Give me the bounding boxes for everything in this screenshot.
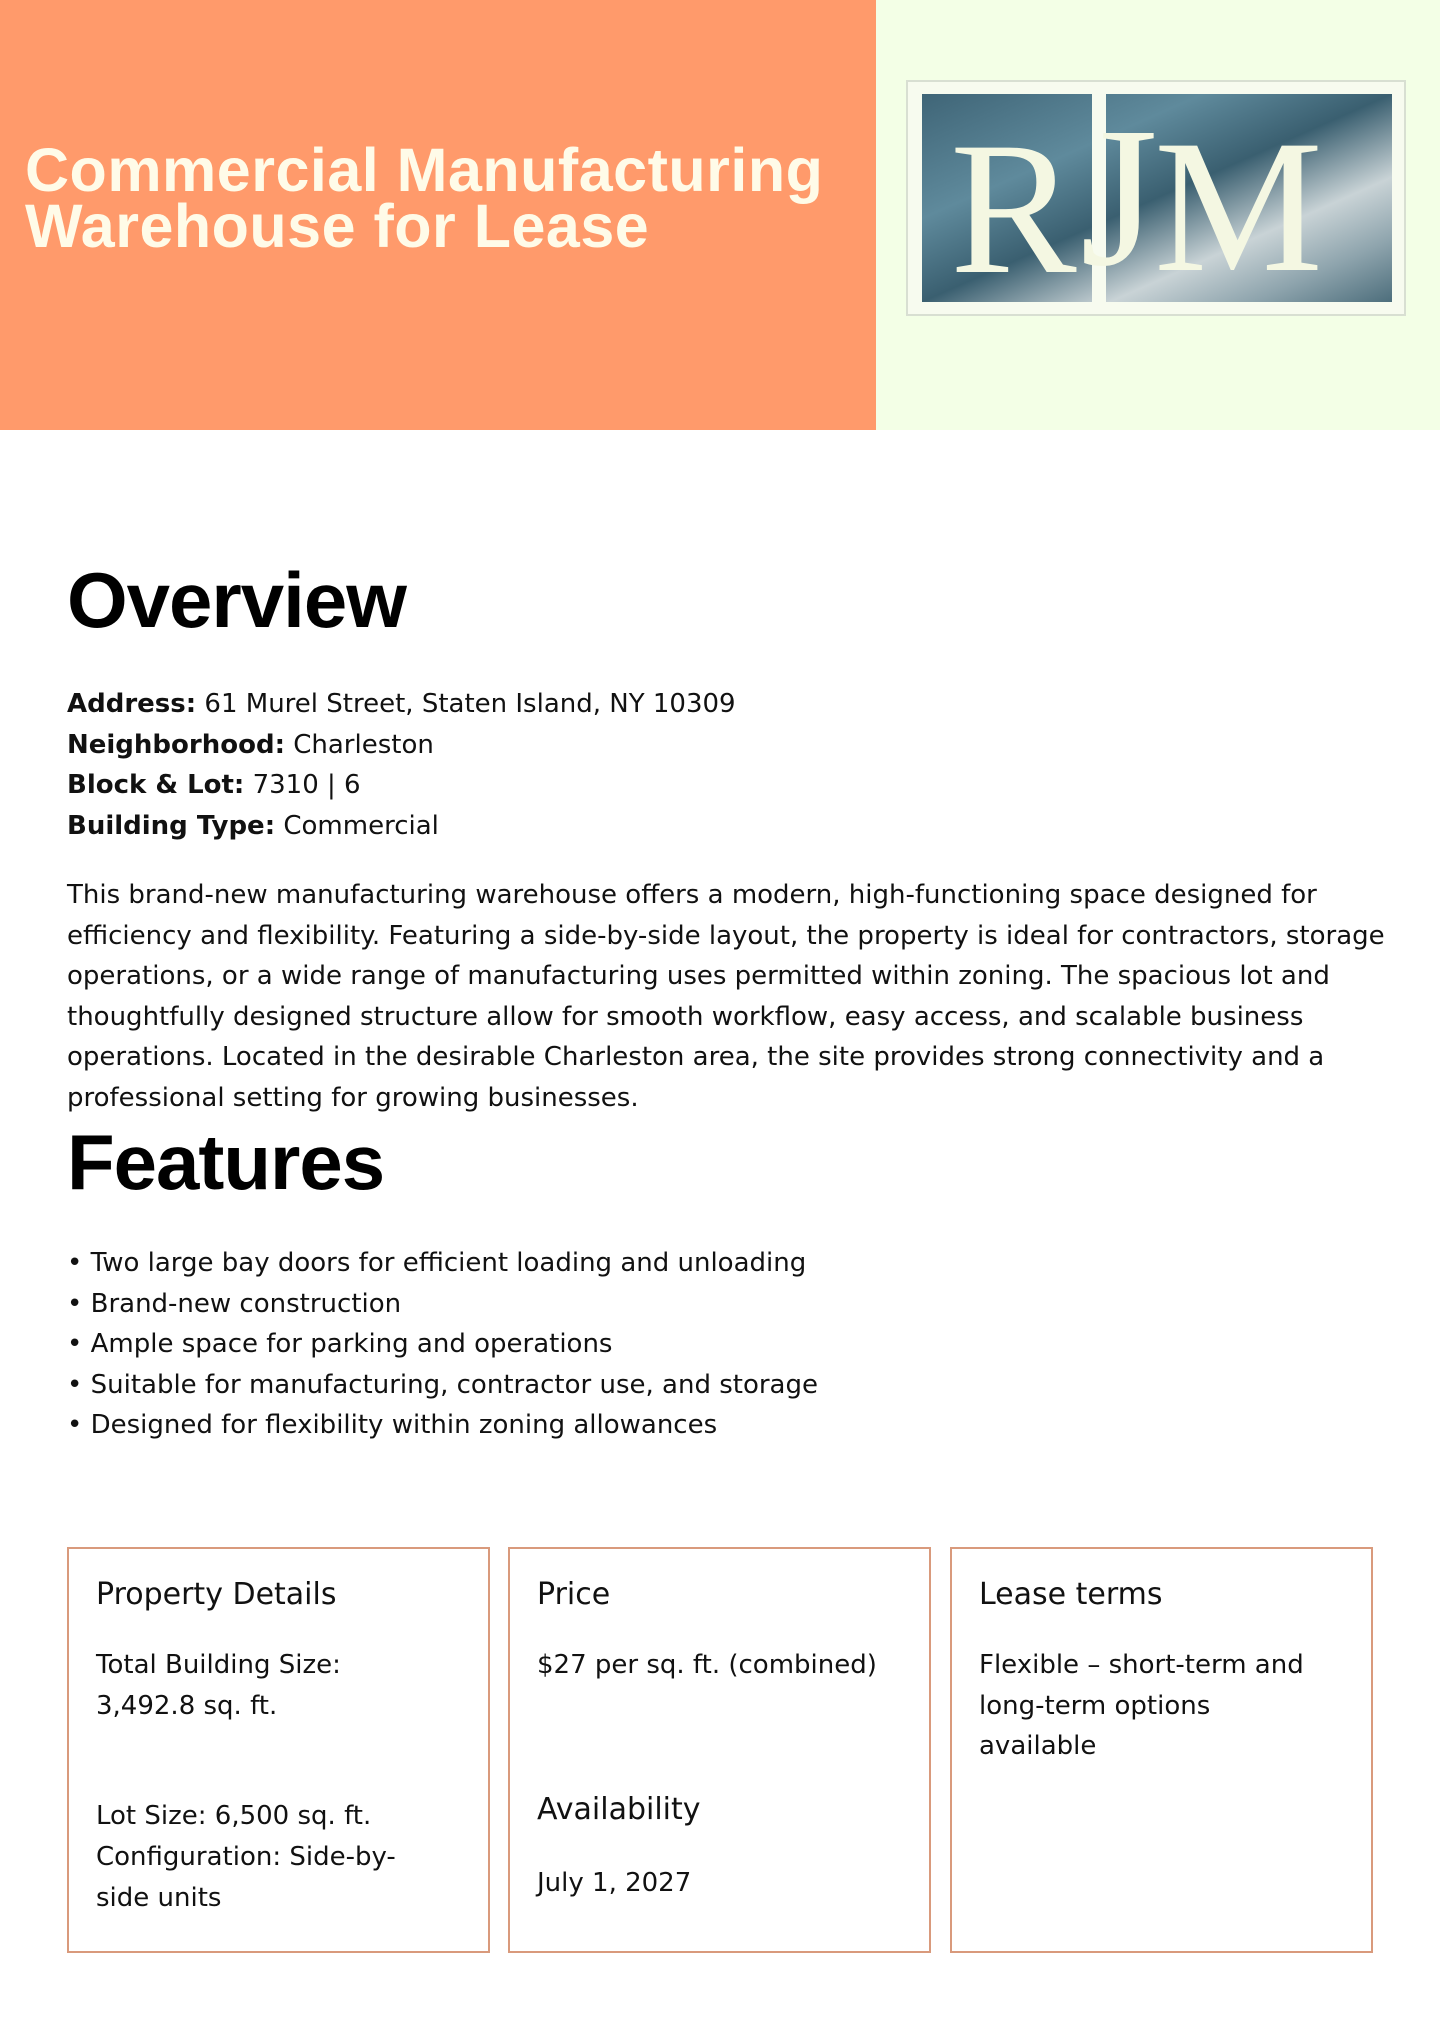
block-lot-value: 7310 | 6 [244,770,361,800]
lease-terms-heading: Lease terms [979,1577,1163,1612]
block-lot-label: Block & Lot: [67,770,245,800]
feature-item: • Brand-new construction [67,1284,818,1325]
property-details-card [67,1547,490,1953]
neighborhood-label: Neighborhood: [67,729,285,760]
features-heading: Features [67,1118,385,1206]
property-details-heading: Property Details [96,1577,337,1612]
lease-terms-value: Flexible – short-term and long-term options available [979,1650,1304,1761]
overview-heading: Overview [67,556,406,644]
neighborhood-row [67,725,736,766]
building-type-row [67,806,736,847]
rjm-logo-icon [922,94,1392,302]
availability-value: July 1, 2027 [537,1868,692,1898]
feature-item: • Ample space for parking and operations [67,1324,818,1365]
feature-item: • Two large bay doors for efficient loading and unloading [67,1243,818,1284]
property-info [67,684,736,846]
address-row [67,684,736,725]
address-value: 61 Murel Street, Staten Island, NY 10309 [196,689,736,719]
lot-size-text: Lot Size: 6,500 sq. ft. [96,1801,372,1831]
company-logo [906,80,1406,316]
configuration-text: Configuration: Side-by-side units [96,1842,396,1913]
price-card [508,1547,931,1953]
logo-letter-j: J [1080,94,1158,302]
lease-terms-card [950,1547,1373,1953]
page-title-line-2: Warehouse for Lease [25,192,650,260]
features-list [67,1243,818,1446]
logo-letter-r: R [950,104,1077,302]
price-value: $27 per sq. ft. (combined) [537,1650,877,1680]
block-lot-row [67,765,736,806]
address-label: Address: [67,689,197,719]
logo-panel [876,0,1440,430]
building-type-value: Commercial [275,810,439,841]
price-heading: Price [537,1577,611,1612]
logo-letter-m: M [1154,102,1323,302]
availability-heading: Availability [537,1792,701,1827]
building-size-text: Total Building Size: 3,492.8 sq. ft. [96,1650,341,1721]
neighborhood-value: Charleston [284,729,434,760]
page-title-line-1: Commercial Manufacturing [25,136,824,204]
building-type-label: Building Type: [67,810,276,841]
page-header [0,0,1440,430]
feature-item: • Suitable for manufacturing, contractor use, and storage [67,1365,818,1406]
overview-description: This brand-new manufacturing warehouse offers a modern, high-functioning space designed for efficiency and flexibility. Featuring a side-by-side layout, the property is ideal for contractors, storage operations, or a wide range of manufacturing uses permitted within zoning. The spacious lot and thoughtfully designed structure allow for smooth workflow, easy access, and scalable business operations. Located in the desirable Charleston area, the site provides strong connectivity and a professional setting for growing businesses. [67,880,1385,1113]
page-title [25,136,865,260]
title-banner [0,0,876,430]
feature-item: • Designed for flexibility within zoning allowances [67,1405,818,1446]
